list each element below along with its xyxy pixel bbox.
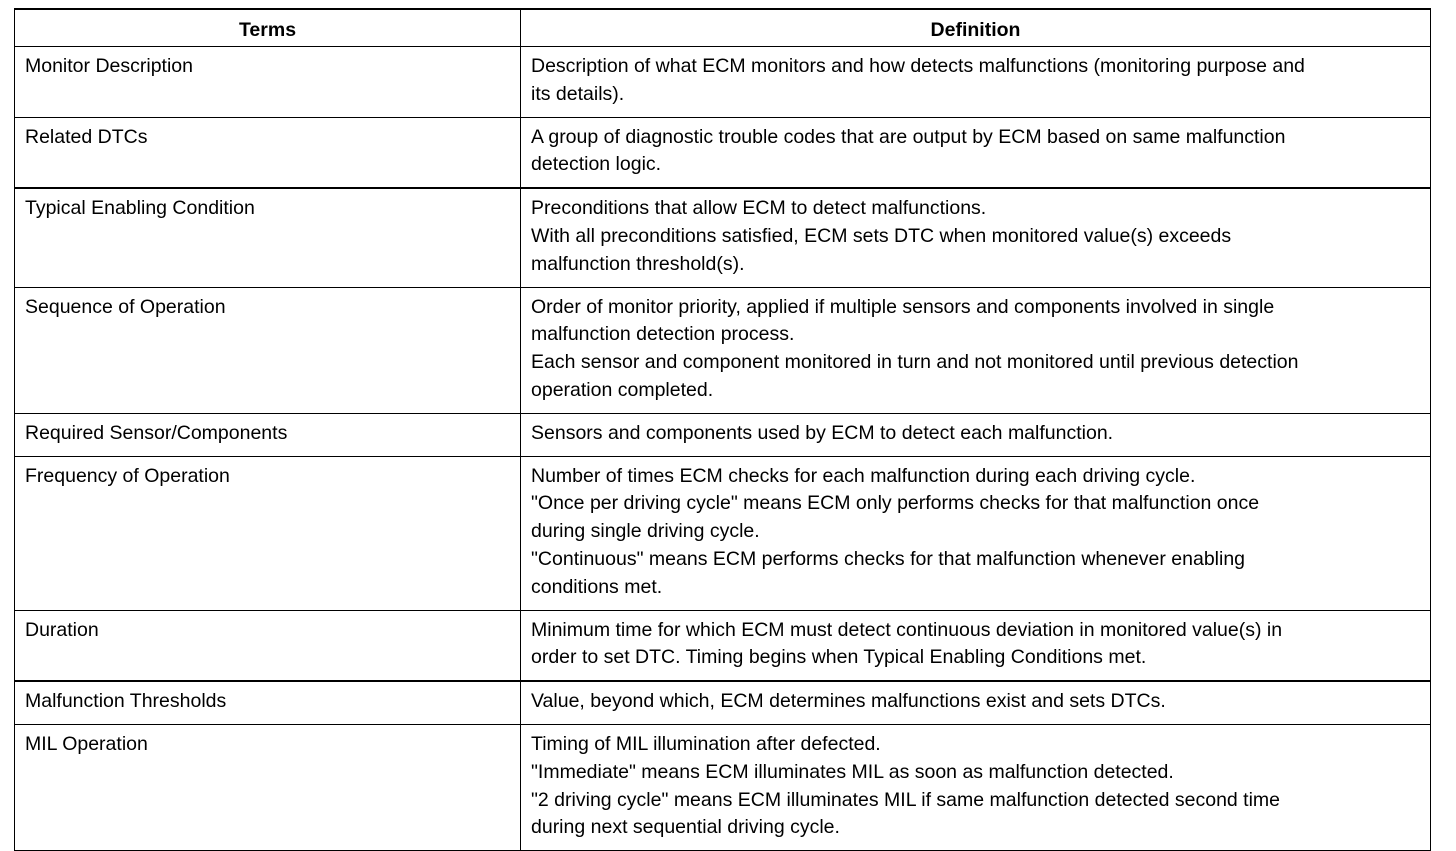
table-row	[15, 287, 1431, 413]
table-row	[15, 413, 1431, 456]
definition-line: Preconditions that allow ECM to detect malfunctions.	[531, 197, 987, 220]
definition-line: Each sensor and component monitored in turn and not monitored until previous detection	[531, 351, 1299, 374]
definition-line: operation completed.	[531, 378, 714, 401]
table-row	[15, 117, 1431, 188]
definition-line: conditions met.	[531, 575, 663, 598]
term-cell: Required Sensor/Components	[15, 413, 521, 456]
definition-line: during next sequential driving cycle.	[531, 816, 840, 839]
term-cell: MIL Operation	[15, 724, 521, 850]
table-row	[15, 724, 1431, 850]
definition-line: detection logic.	[531, 153, 662, 176]
definition-line: Description of what ECM monitors and how detects malfunctions (monitoring purpose and	[531, 55, 1305, 77]
definition-line: "Immediate" means ECM illuminates MIL as soon as malfunction detected.	[531, 760, 1174, 783]
definition-line: Timing of MIL illumination after defected.	[531, 732, 881, 755]
header-definition: Definition	[521, 9, 1431, 47]
definition-line: With all preconditions satisfied, ECM sets DTC when monitored value(s) exceeds	[531, 224, 1232, 247]
definition-line: "Once per driving cycle" means ECM only performs checks for that malfunction once	[531, 492, 1260, 515]
definition-line: Number of times ECM checks for each malfunction during each driving cycle.	[531, 464, 1196, 487]
term-cell: Sequence of Operation	[15, 287, 521, 413]
definition-cell	[521, 47, 1431, 118]
table-row	[15, 188, 1431, 287]
terms-definition-table	[14, 8, 1431, 851]
table-row	[15, 47, 1431, 118]
term-cell: Related DTCs	[15, 117, 521, 188]
definition-line: order to set DTC. Timing begins when Typical Enabling Conditions met.	[531, 646, 1147, 669]
term-cell: Typical Enabling Condition	[15, 188, 521, 287]
definition-cell	[521, 188, 1431, 287]
term-cell: Frequency of Operation	[15, 456, 521, 610]
definition-line: "Continuous" means ECM performs checks for that malfunction whenever enabling	[531, 547, 1246, 570]
document-page	[14, 8, 1430, 851]
definition-line: A group of diagnostic trouble codes that are output by ECM based on same malfunction	[531, 125, 1286, 148]
definition-line: Minimum time for which ECM must detect continuous deviation in monitored value(s) in	[531, 618, 1283, 641]
definition-cell	[521, 456, 1431, 610]
definition-line: malfunction threshold(s).	[531, 252, 745, 275]
definition-line: Value, beyond which, ECM determines malfunctions exist and sets DTCs.	[531, 690, 1166, 713]
definition-cell	[521, 287, 1431, 413]
definition-line: Order of monitor priority, applied if multiple sensors and components involved in single	[531, 295, 1275, 318]
definition-cell	[521, 117, 1431, 188]
table-header-row	[15, 9, 1431, 47]
definition-line: its details).	[531, 82, 625, 105]
table-body	[15, 47, 1431, 851]
definition-line: "2 driving cycle" means ECM illuminates MIL if same malfunction detected second time	[531, 788, 1281, 811]
table-row	[15, 681, 1431, 724]
definition-cell	[521, 413, 1431, 456]
definition-line: malfunction detection process.	[531, 323, 795, 346]
term-cell: Malfunction Thresholds	[15, 681, 521, 724]
definition-line: during single driving cycle.	[531, 520, 760, 543]
definition-cell	[521, 681, 1431, 724]
header-terms: Terms	[15, 9, 521, 47]
term-cell: Monitor Description	[15, 47, 521, 118]
definition-cell	[521, 610, 1431, 681]
table-row	[15, 456, 1431, 610]
definition-line: Sensors and components used by ECM to detect each malfunction.	[531, 421, 1114, 444]
table-row	[15, 610, 1431, 681]
term-cell: Duration	[15, 610, 521, 681]
definition-cell	[521, 724, 1431, 850]
